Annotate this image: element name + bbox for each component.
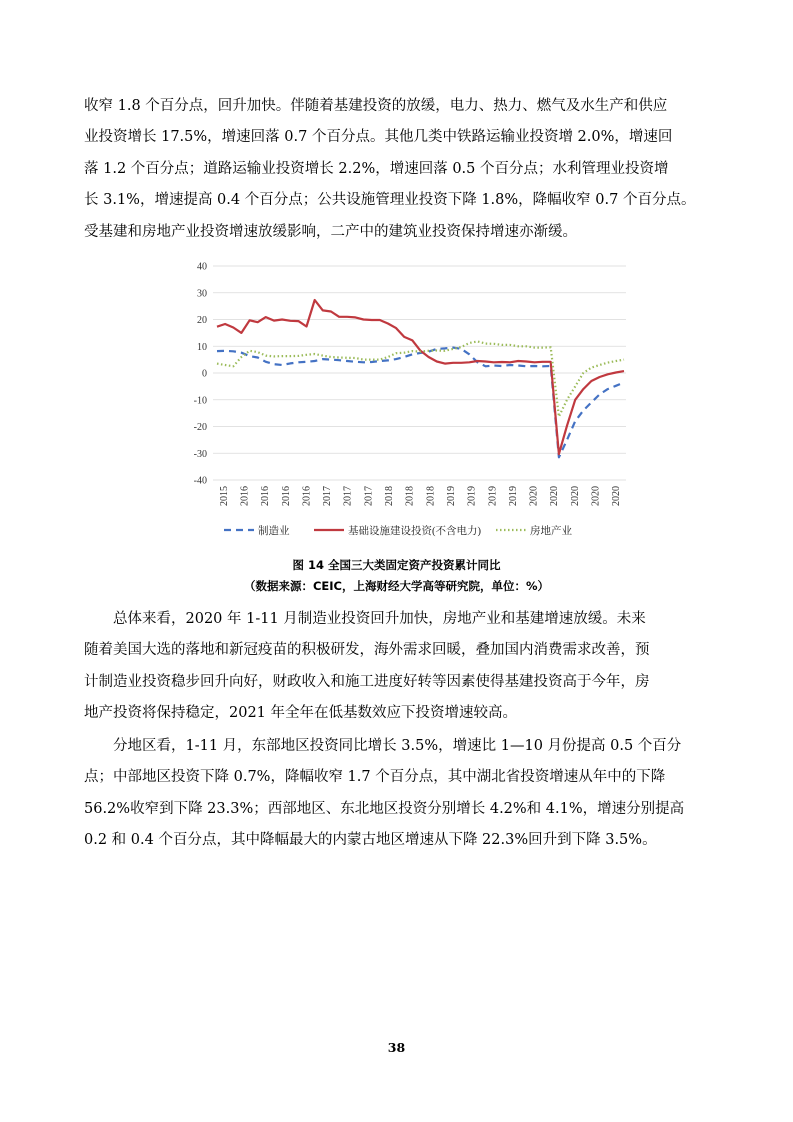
- x-tick-label: 2020: [528, 486, 540, 506]
- x-tick-label: 2019: [445, 486, 457, 506]
- text-line: 计制造业投资稳步回升向好，财政收入和施工进度好转等因素使得基建投资高于今年，房: [84, 673, 650, 690]
- x-tick-label: 2019: [466, 486, 478, 506]
- text-line: 落 1.2 个百分点；道路运输业投资增长 2.2%，增速回落 0.5 个百分点；水利管理业投资增: [84, 160, 669, 177]
- y-tick-label: -20: [193, 422, 207, 433]
- series-real-estate: [217, 341, 624, 416]
- text-line: 长 3.1%，增速提高 0.4 个百分点；公共设施管理业投资下降 1.8%，降幅收窄 0.7 个百分点。: [84, 192, 696, 209]
- text-line: 收窄 1.8 个百分点，回升加快。伴随着基建投资的放缓，电力、热力、燃气及水生产和供应: [84, 98, 668, 114]
- y-tick-label: 10: [197, 341, 207, 353]
- x-tick-label: 2019: [507, 486, 519, 506]
- paragraph-outlook: [84, 604, 712, 730]
- text-line: 56.2%收窄到下降 23.3%；西部地区、东北地区投资分别增长 4.2%和 4.1%，增速分别提高: [84, 800, 685, 817]
- paragraph-investment-sectors: [84, 91, 712, 248]
- legend-label: 制造业: [258, 526, 290, 537]
- x-tick-label: 2020: [611, 486, 623, 506]
- x-tick-label: 2018: [384, 486, 396, 506]
- figure-source: （数据来源：CEIC，上海财经大学高等研究院，单位：%）: [243, 579, 550, 593]
- y-tick-label: 40: [197, 261, 207, 273]
- text-line: 0.2 和 0.4 个百分点，其中降幅最大的内蒙古地区增速从下降 22.3%回升到下降 3.5%。: [84, 832, 657, 849]
- text-line: 分地区看，1-11 月，东部地区投资同比增长 3.5%，增速比 1—10 月份提高 0.5 个百分: [113, 738, 682, 754]
- x-tick-label: 2017: [322, 486, 334, 506]
- x-tick-label: 2017: [342, 486, 354, 506]
- y-tick-label: -30: [193, 448, 207, 460]
- x-tick-label: 2019: [487, 486, 499, 506]
- page-number: 38: [387, 1040, 406, 1055]
- text-line: 点；中部地区投资下降 0.7%，降幅收窄 1.7 个百分点，其中湖北省投资增速从年中的下降: [84, 769, 666, 786]
- legend-label: 基础设施建设投资(不含电力): [348, 526, 481, 537]
- investment-line-chart: [186, 256, 638, 548]
- text-line: 业投资增长 17.5%，增速回落 0.7 个百分点。其他几类中铁路运输业投资增 2.0%，增速回: [84, 129, 673, 146]
- x-tick-label: 2016: [260, 486, 272, 506]
- y-tick-label: -10: [193, 395, 207, 407]
- legend-label: 房地产业: [530, 526, 572, 537]
- text-line: 地产投资将保持稳定，2021 年全年在低基数效应下投资增速较高。: [84, 705, 518, 722]
- text-line: 受基建和房地产业投资增速放缓影响，二产中的建筑业投资保持增速亦渐缓。: [84, 223, 577, 240]
- x-tick-label: 2020: [569, 486, 581, 506]
- paragraph-regional: [84, 731, 712, 857]
- x-tick-label: 2016: [239, 486, 251, 506]
- y-tick-label: 20: [197, 315, 207, 326]
- x-tick-label: 2018: [404, 486, 416, 506]
- x-tick-label: 2020: [549, 486, 561, 506]
- text-line: 随着美国大选的落地和新冠疫苗的积极研发，海外需求回暖，叠加国内消费需求改善，预: [84, 642, 650, 659]
- y-tick-label: -40: [193, 475, 207, 487]
- series-infrastructure: [217, 300, 624, 454]
- x-tick-label: 2017: [363, 486, 375, 506]
- x-tick-label: 2016: [301, 486, 313, 506]
- figure-caption: 图 14 全国三大类固定资产投资累计同比: [292, 558, 501, 572]
- x-tick-label: 2018: [425, 486, 437, 506]
- y-tick-label: 30: [197, 288, 207, 300]
- x-tick-label: 2020: [590, 486, 602, 506]
- text-line: 总体来看，2020 年 1-11 月制造业投资回升加快，房地产业和基建增速放缓。未来: [113, 611, 646, 627]
- y-tick-label: 0: [202, 368, 207, 380]
- x-tick-label: 2015: [218, 486, 230, 506]
- x-tick-label: 2016: [280, 486, 292, 506]
